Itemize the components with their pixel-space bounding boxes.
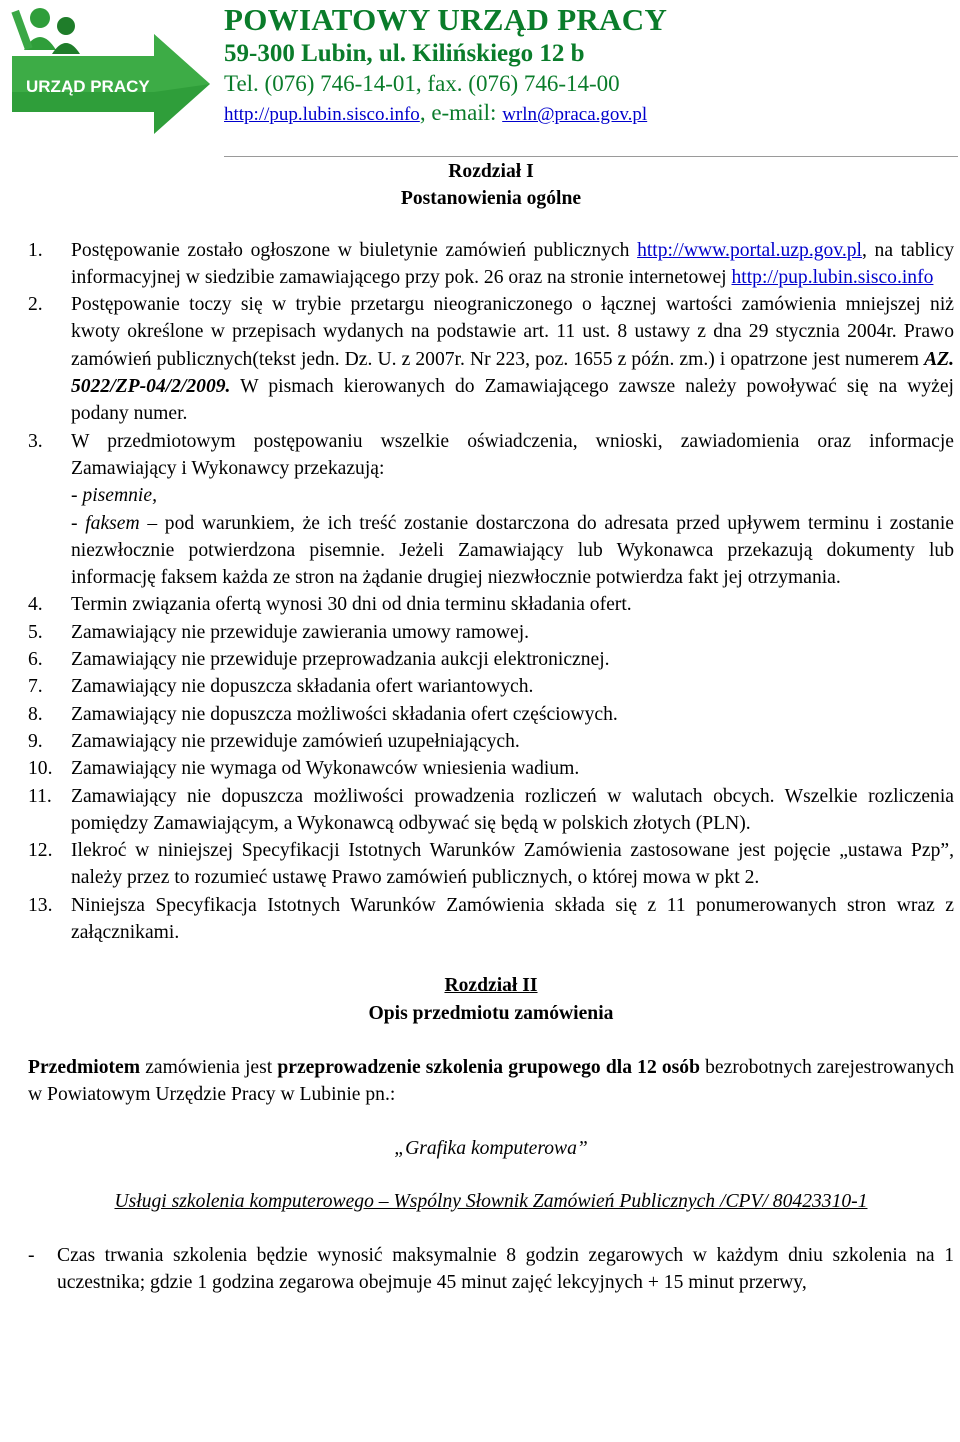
list-item: [28, 673, 954, 700]
office-details: [224, 2, 667, 130]
item-number: 12.: [28, 840, 53, 862]
item-number: 8.: [28, 703, 43, 725]
list-item: [28, 892, 954, 947]
chapter-1-heading: [28, 158, 954, 213]
general-provisions-list: [28, 237, 954, 947]
item-text: Zamawiający nie przewiduje zamówień uzupełniających.: [71, 730, 520, 752]
item-text: Niniejsza Specyfikacja Istotnych Warunków Zamówienia składa się z 11 ponumerowanych stron wraz z załącznikami.: [71, 894, 954, 944]
list-item: [28, 291, 954, 427]
item-text: Zamawiający nie przewiduje przeprowadzania aukcji elektronicznej.: [71, 649, 610, 671]
web-sep: ,: [419, 100, 432, 125]
item-text: W pismach kierowanych do Zamawiającego zawsze należy powoływać się na wyżej podany numer.: [71, 376, 954, 425]
item-text: Zamawiający nie dopuszcza możliwości prowadzenia rozliczeń w walutach obcych. Wszelkie rozliczenia pomiędzy Zamawiającym, a Wykonawcą odbywać się będą w polskich złotych (PLN).: [71, 785, 954, 834]
case-reference-number: AZ. 5022/ZP-04/2/2009.: [71, 348, 954, 398]
list-item: [28, 728, 954, 755]
list-item: [28, 591, 954, 618]
order-subject-paragraph: Przedmiotem zamówienia jest przeprowadzenie szkolenia grupowego dla 12 osób bezrobotnych zarejestrowanych w Powiatowym Urzędzie Pracy w Lubinie pn.:: [28, 1056, 954, 1106]
header-divider: [224, 156, 958, 157]
cpv-code-line: Usługi szkolenia komputerowego – Wspólny Słownik Zamówień Publicznych /CPV/ 80423310-1: [114, 1190, 868, 1212]
list-item: [28, 1242, 954, 1297]
item-text: Postępowanie toczy się w trybie przetargu nieograniczonego o łącznej wartości zamówienia mniejszej niż kwoty określone w przepisach wydanych na podstawie art. 11 ust. 8 ustawy z dna 29 stycznia 2004r. Prawo zamówień publicznych(tekst jedn. Dz. U. z 2007r. Nr 223, poz. 1655 z późn. zm.) i opatrzone jest numerem: [71, 294, 954, 370]
list-item: [28, 428, 954, 592]
item-text: Postępowanie zostało ogłoszone w biuletynie zamówień publicznych: [71, 239, 638, 261]
item-number: 1.: [28, 239, 43, 261]
item-number: 10.: [28, 758, 53, 780]
method-fax: - faksem – pod warunkiem, że ich treść zostanie dostarczona do adresata przed upływem terminu i zostanie niezwłocznie potwierdzona pisemnie. Jeżeli Zamawiający lub Wykonawca przekazują dokumenty lub informację faksem każda ze stron na żądanie drugiej niezwłocznie potwierdza fakt jej otrzymania.: [71, 512, 954, 589]
item-number: 6.: [28, 649, 43, 671]
list-item: [28, 837, 954, 892]
urzad-pracy-logo: [4, 4, 216, 138]
list-item: [28, 701, 954, 728]
office-name: POWIATOWY URZĄD PRACY: [224, 2, 668, 37]
office-address: 59-300 Lubin, ul. Kilińskiego 12 b: [224, 40, 585, 67]
list-item: [28, 783, 954, 838]
list-item: [28, 237, 954, 292]
document-body: [28, 158, 954, 1297]
email-link[interactable]: wrln@praca.gov.pl: [502, 104, 648, 125]
list-item: [28, 755, 954, 782]
office-web-email: [224, 98, 667, 130]
course-name: „Grafika komputerowa”: [394, 1137, 588, 1159]
item-number: 5.: [28, 621, 43, 643]
uzp-portal-link[interactable]: http://www.portal.uzp.gov.pl: [637, 239, 862, 261]
bullet-dash: -: [28, 1245, 35, 1267]
chapter-1-number: Rozdział I: [448, 161, 534, 182]
chapter-2-heading: [28, 972, 954, 1027]
item-number: 9.: [28, 730, 43, 752]
item-number: 13.: [28, 894, 53, 916]
method-written: - pisemnie,: [71, 485, 157, 507]
item-text: Zamawiający nie dopuszcza możliwości składania ofert częściowych.: [71, 703, 618, 725]
item-text: , na tablicy informacyjnej w siedzibie zamawiającego przy pok. 26 oraz na stronie internetowej: [71, 239, 954, 288]
item-text: Termin związania ofertą wynosi 30 dni od dnia terminu składania ofert.: [71, 594, 632, 616]
item-text: Zamawiający nie przewiduje zawierania umowy ramowej.: [71, 621, 530, 643]
item-text: Zamawiający nie wymaga od Wykonawców wniesienia wadium.: [71, 758, 580, 780]
item-text: Ilekroć w niniejszej Specyfikacji Istotnych Warunków Zamówienia zastosowane jest pojęcie „ustawa Pzp”, należy przez to rozumieć ustawę Prawo zamówień publicznych, o której mowa w pkt 2.: [71, 840, 954, 889]
website-link[interactable]: http://pup.lubin.sisco.info: [224, 104, 420, 125]
email-label: e-mail:: [431, 100, 503, 125]
list-item: [28, 619, 954, 646]
item-number: 11.: [28, 785, 52, 807]
chapter-2-title: Opis przedmiotu zamówienia: [368, 1002, 614, 1024]
list-item: [28, 646, 954, 673]
item-text: Zamawiający nie dopuszcza składania ofert wariantowych.: [71, 676, 534, 698]
item-text: Czas trwania szkolenia będzie wynosić maksymalnie 8 godzin zegarowych w każdym dniu szkolenia na 1 uczestnika; gdzie 1 godzina zegarowa obejmuje 45 minut zajęć lekcyjnych + 15 minut przerwy,: [57, 1245, 954, 1294]
item-text: W przedmiotowym postępowaniu wszelkie oświadczenia, wnioski, zawiadomienia oraz informacje Zamawiający i Wykonawcy przekazują:: [71, 430, 954, 479]
item-number: 7.: [28, 676, 43, 698]
letterhead: [0, 0, 960, 150]
pup-website-link[interactable]: http://pup.lubin.sisco.info: [731, 266, 934, 288]
chapter-2-number: Rozdział II: [444, 975, 538, 997]
chapter-1-title: Postanowienia ogólne: [400, 188, 582, 210]
item-number: 4.: [28, 594, 43, 616]
logo-text: URZĄD PRACY: [26, 77, 150, 96]
office-phone: Tel. (076) 746-14-01, fax. (076) 746-14-00: [224, 71, 620, 96]
item-number: 3.: [28, 430, 43, 452]
item-number: 2.: [28, 294, 43, 316]
